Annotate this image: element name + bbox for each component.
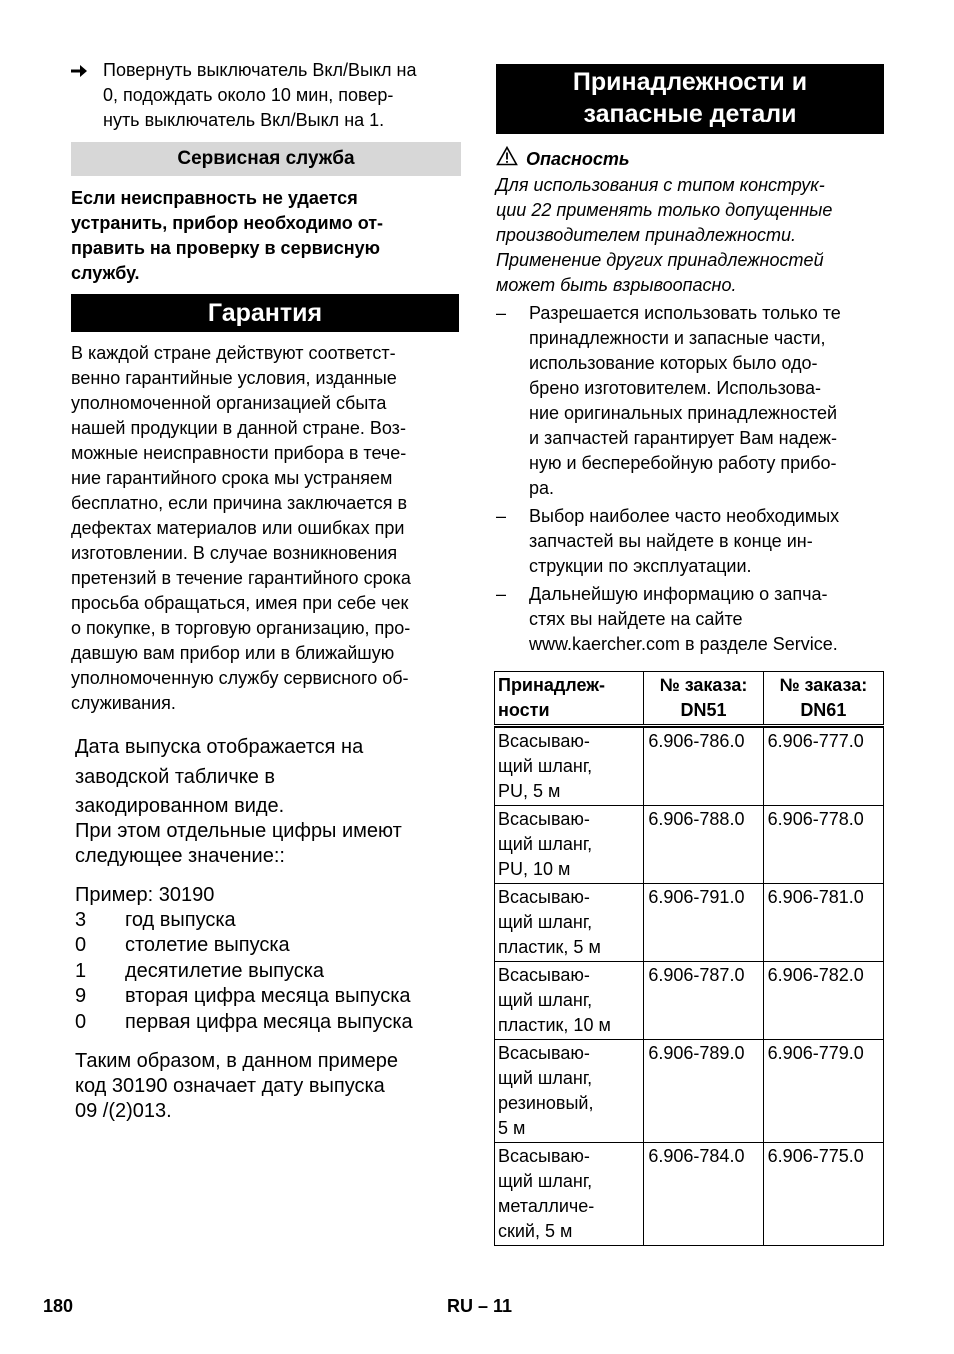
warranty-line: претензий в течение гарантийного срока	[71, 568, 411, 588]
warranty-line: ние гарантийного срока мы устраняем	[71, 468, 393, 488]
warranty-line: о покупке, в торговую организацию, про-	[71, 618, 411, 638]
instruction-line: Повернуть выключатель Вкл/Выкл на	[103, 60, 417, 80]
order-number-dn51: 6.906-791.0	[644, 884, 763, 962]
summary-line: Таким образом, в данном примере	[75, 1050, 398, 1072]
bullet-line: Разрешается использовать только те	[529, 303, 841, 323]
instruction-text	[103, 58, 416, 133]
table-body	[495, 728, 884, 1246]
warranty-heading: Гарантия	[71, 294, 459, 332]
accessory-name-line: резиновый,	[498, 1093, 594, 1113]
accessory-name-line: PU, 5 м	[498, 781, 561, 801]
parts-table	[494, 671, 884, 1246]
date-line: закодированном виде.	[75, 795, 285, 817]
warranty-line: венно гарантийные условия, изданные	[71, 368, 397, 388]
bullet-line: запчастей вы найдете в конце ин-	[529, 531, 813, 551]
accessory-name-line: Всасываю-	[498, 731, 590, 751]
header-line: № заказа:	[659, 675, 748, 695]
order-number-dn61: 6.906-781.0	[763, 884, 883, 962]
bullet-item	[496, 504, 884, 579]
accessories-heading	[496, 64, 884, 134]
example-meaning: вторая цифра месяца выпуска	[125, 985, 411, 1007]
date-info	[71, 733, 461, 822]
header-line: DN51	[680, 700, 727, 720]
date-line: следующее значение::	[75, 844, 285, 867]
header-line: Принадлеж-	[498, 675, 606, 695]
example-digit: 0	[75, 934, 87, 956]
instruction-line: 0, подождать около 10 мин, повер-	[103, 85, 394, 105]
accessory-name-line: 5 м	[498, 1118, 526, 1138]
column-header-accessory	[495, 672, 644, 726]
bullet-line: ние оригинальных принадлежностей	[529, 403, 838, 423]
accessory-name-line: Всасываю-	[498, 1043, 590, 1063]
accessory-name-line: металличе-	[498, 1196, 595, 1216]
accessory-name-line: PU, 10 м	[498, 859, 571, 879]
order-number-dn61: 6.906-775.0	[763, 1143, 883, 1246]
bullet-line: принадлежности и запасные части,	[529, 328, 826, 348]
bullet-line: стях вы найдете на сайте	[529, 609, 743, 629]
page-number: 180	[43, 1296, 74, 1316]
service-line: Если неисправность не удается	[71, 188, 358, 208]
accessory-name-line: щий шланг,	[498, 834, 593, 854]
table-row	[495, 1143, 884, 1246]
warning-triangle-icon	[496, 146, 526, 171]
bullet-line: ную и бесперебойную работу прибо-	[529, 453, 837, 473]
accessory-name-line: Всасываю-	[498, 809, 590, 829]
right-column	[496, 64, 884, 1246]
dash-bullet-icon: –	[496, 506, 507, 526]
warranty-line: можные неисправности прибора в тече-	[71, 443, 407, 463]
example-row	[71, 1010, 461, 1036]
heading-line: Принадлежности и	[572, 68, 808, 96]
accessory-name-line: пластик, 5 м	[498, 937, 601, 957]
table-row	[495, 884, 884, 962]
example-row	[71, 933, 461, 959]
warranty-line: просьба обращаться, имея при себе чек	[71, 593, 409, 613]
bullet-line: и запчастей гарантирует Вам надеж-	[529, 428, 837, 448]
service-heading: Сервисная служба	[71, 142, 461, 176]
header-line: DN61	[800, 700, 847, 720]
accessory-name-line: Всасываю-	[498, 965, 590, 985]
section-label: RU – 11	[447, 1296, 513, 1316]
order-number-dn61: 6.906-782.0	[763, 962, 883, 1040]
accessory-name-cell	[495, 1143, 644, 1246]
dash-bullet-icon: –	[496, 584, 507, 604]
bullet-line: использование которых было одо-	[529, 353, 818, 373]
bullet-text	[529, 504, 839, 579]
order-number-dn51: 6.906-784.0	[644, 1143, 763, 1246]
accessory-name-line: Всасываю-	[498, 887, 590, 907]
danger-label-row	[496, 146, 884, 171]
bullet-line: струкции по эксплуатации.	[529, 556, 752, 576]
bullet-text	[529, 301, 841, 501]
warranty-line: уполномоченной организацией сбыта	[71, 393, 387, 413]
header-line: № заказа:	[779, 675, 868, 695]
order-number-dn61: 6.906-777.0	[763, 728, 883, 806]
table-row	[495, 962, 884, 1040]
accessory-name-line: щий шланг,	[498, 756, 593, 776]
example-summary	[71, 1049, 461, 1124]
column-header-dn51	[644, 672, 763, 726]
accessory-name-cell	[495, 884, 644, 962]
example-digit: 3	[75, 908, 87, 931]
warranty-line: В каждой стране действуют соответст-	[71, 343, 396, 363]
danger-line: производителем принадлежности.	[496, 225, 797, 245]
bullet-line: Дальнейшую информацию о запча-	[529, 584, 828, 604]
danger-line: может быть взрывоопасно.	[496, 275, 737, 295]
accessory-name-line: щий шланг,	[498, 990, 593, 1010]
example-list	[71, 908, 461, 1036]
order-number-dn51: 6.906-787.0	[644, 962, 763, 1040]
summary-line: код 30190 означает дату выпуска	[75, 1075, 385, 1097]
example-meaning: первая цифра месяца выпуска	[125, 1010, 413, 1033]
accessory-name-line: пластик, 10 м	[498, 1015, 611, 1035]
danger-line: Применение других принадлежностей	[496, 250, 824, 270]
accessory-name-line: щий шланг,	[498, 1068, 593, 1088]
danger-line: Для использования с типом конструк-	[496, 175, 825, 195]
service-line: службу.	[71, 263, 140, 283]
example-digit: 1	[75, 959, 87, 982]
column-header-dn61	[763, 672, 883, 726]
arrow-right-icon	[71, 58, 103, 85]
bullet-line: ра.	[529, 478, 555, 498]
date-line: При этом отдельные цифры имеют	[75, 819, 402, 842]
accessory-name-cell	[495, 962, 644, 1040]
warranty-line: давшую вам прибор или в ближайшую	[71, 643, 395, 663]
example-meaning: год выпуска	[125, 908, 236, 931]
example-meaning: столетие выпуска	[125, 934, 290, 956]
bullet-item	[496, 301, 884, 501]
summary-line: 09 /(2)013.	[75, 1100, 172, 1122]
instruction-line: нуть выключатель Вкл/Выкл на 1.	[103, 110, 385, 130]
table-row	[495, 728, 884, 806]
dash-bullet-icon: –	[496, 303, 507, 323]
warranty-line: дефектах материалов или ошибках при	[71, 518, 405, 538]
bullet-item	[496, 582, 884, 657]
service-line: править на проверку в сервисную	[71, 238, 380, 258]
order-number-dn51: 6.906-789.0	[644, 1040, 763, 1143]
accessory-name-line: ский, 5 м	[498, 1221, 573, 1241]
warranty-line: уполномоченную службу сервисного об-	[71, 668, 409, 688]
warranty-line: бесплатно, если причина заключается в	[71, 493, 408, 513]
warranty-line: нашей продукции в данной стране. Воз-	[71, 418, 406, 438]
example-row	[71, 959, 461, 985]
example-row	[71, 908, 461, 934]
warranty-line: служивания.	[71, 693, 176, 713]
order-number-dn51: 6.906-786.0	[644, 728, 763, 806]
service-notice	[71, 186, 461, 286]
accessory-name-cell	[495, 806, 644, 884]
date-line: Дата выпуска отображается на	[75, 736, 364, 758]
date-line: заводской табличке в	[75, 765, 276, 788]
order-number-dn61: 6.906-779.0	[763, 1040, 883, 1143]
accessory-name-line: щий шланг,	[498, 1171, 593, 1191]
accessory-name-cell	[495, 1040, 644, 1143]
table-header-row	[495, 672, 884, 726]
table-row	[495, 1040, 884, 1143]
bullet-line: Выбор наиболее часто необходимых	[529, 506, 840, 526]
danger-line: ции 22 применять только допущенные	[496, 200, 833, 220]
accessory-name-line: щий шланг,	[498, 912, 593, 932]
accessory-name-cell	[495, 728, 644, 806]
table-row	[495, 806, 884, 884]
danger-label: Опасность	[526, 148, 630, 169]
warranty-text	[71, 341, 461, 716]
example-digit: 0	[75, 1010, 87, 1033]
service-line: устранить, прибор необходимо от-	[71, 213, 384, 233]
header-line: ности	[498, 700, 550, 720]
instruction-step	[71, 58, 461, 133]
danger-text	[496, 173, 884, 298]
accessory-name-line: Всасываю-	[498, 1146, 590, 1166]
example-meaning: десятилетие выпуска	[125, 959, 325, 982]
order-number-dn61: 6.906-778.0	[763, 806, 883, 884]
warranty-line: изготовлении. В случае возникновения	[71, 543, 398, 563]
bullet-text	[529, 582, 838, 657]
order-number-dn51: 6.906-788.0	[644, 806, 763, 884]
heading-line: запасные детали	[583, 100, 797, 128]
example-title: Пример: 30190	[75, 883, 215, 906]
left-column	[71, 58, 461, 1124]
bullet-line: www.kaercher.com в разделе Service.	[529, 634, 838, 654]
bullet-line: брено изготовителем. Использова-	[529, 378, 821, 398]
example-row	[71, 984, 461, 1010]
example-digit: 9	[75, 985, 87, 1007]
date-info-2	[71, 819, 461, 869]
